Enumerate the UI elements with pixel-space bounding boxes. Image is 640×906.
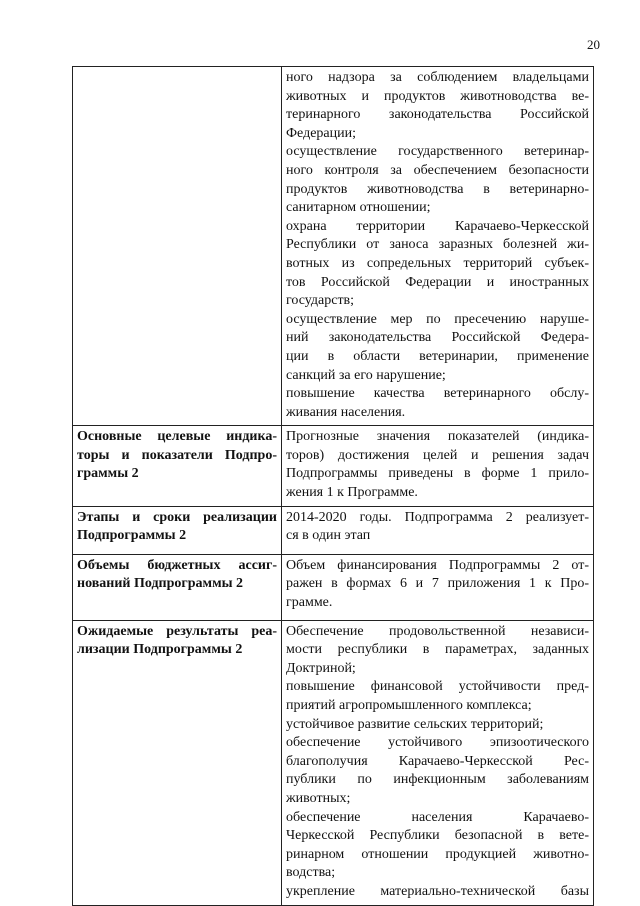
table-row <box>73 506 594 554</box>
text-line: ринарном отношении продукцией животно- <box>286 846 589 862</box>
text-line: санкций за его нарушение; <box>286 367 446 383</box>
table-row <box>73 67 594 426</box>
text-line: Республики от заноса заразных болезней жи- <box>286 237 589 253</box>
text-line: публики по инфекционным заболеваниям <box>286 772 589 788</box>
text-line: приятий агропромышленного комплекса; <box>286 698 532 714</box>
text-line: животных и продуктов животноводства ве- <box>286 88 589 104</box>
table-row <box>73 426 594 506</box>
table-row <box>73 620 594 905</box>
text-line: обеспечение устойчивого эпизоотического <box>286 735 589 751</box>
text-line: Черкесской Республики безопасной в вете- <box>286 828 589 844</box>
text-line: вотных из сопредельных территорий субъек- <box>286 255 589 271</box>
row-value <box>282 620 594 905</box>
text-line: Подпрограммы приведены в форме 1 прило- <box>286 466 589 482</box>
text-line: торов) достижения целей и решения задач <box>286 447 589 463</box>
text-line: Федерации; <box>286 125 357 141</box>
text-line: Обеспечение продовольственной независи- <box>286 623 589 639</box>
text-line: устойчивое развитие сельских территорий; <box>286 716 544 732</box>
text-line: Прогнозные значения показателей (индика- <box>286 429 589 445</box>
row-value <box>282 426 594 506</box>
row-value <box>282 67 594 426</box>
text-line: ражен в формах 6 и 7 приложения 1 к Про- <box>286 576 589 592</box>
text-line: благополучия Карачаево-Черкесской Рес- <box>286 753 589 769</box>
text-line: охрана территории Карачаево-Черкесской <box>286 218 589 234</box>
row-label: Объемы бюджетных ассиг- нований Подпрограммы 2 <box>73 554 282 620</box>
row-value <box>282 506 594 554</box>
row-value <box>282 554 594 620</box>
text-line: теринарного законодательства Российской <box>286 107 589 123</box>
table-row <box>73 554 594 620</box>
text-line: тов Российской Федерации и иностранных <box>286 274 589 290</box>
text-line: 2014-2020 годы. Подпрограмма 2 реализует- <box>286 509 589 525</box>
text-line: осуществление государственного ветеринар- <box>286 144 589 160</box>
text-line: водства; <box>286 865 336 881</box>
text-line: животных; <box>286 791 351 806</box>
text-line: Объем финансирования Подпрограммы 2 от- <box>286 557 589 573</box>
text-line: повышение качества ветеринарного обслу- <box>286 386 589 402</box>
text-line: живания населения. <box>286 404 406 420</box>
text-line: продуктов животноводства в ветеринарно- <box>286 181 589 197</box>
page-number: 20 <box>587 37 600 52</box>
text-line: ного контроля за обеспечением безопасности <box>286 162 589 178</box>
row-label: Основные целевые индика- торы и показатели Подпро- граммы 2 <box>73 426 282 506</box>
text-line: грамме. <box>286 594 333 610</box>
text-line: ся в один этап <box>286 528 371 544</box>
row-label <box>73 67 282 426</box>
text-line: жения 1 к Программе. <box>286 485 418 501</box>
row-label: Этапы и сроки реализации Подпрограммы 2 <box>73 506 282 554</box>
text-line: обеспечение населения Карачаево- <box>286 809 589 825</box>
text-line: мости республики в параметрах, заданных <box>286 642 589 658</box>
text-line: санитарном отношении; <box>286 200 431 216</box>
text-line: повышение финансовой устойчивости пред- <box>286 679 589 695</box>
text-line: ний законодательства Российской Федера- <box>286 330 589 346</box>
text-line: ного надзора за соблюдением владельцами <box>286 70 589 85</box>
text-line: Доктриной; <box>286 660 356 676</box>
text-line: ции в области ветеринарии, применение <box>286 348 589 364</box>
text-line: государств; <box>286 293 355 309</box>
row-label: Ожидаемые результаты реа- лизации Подпрограммы 2 <box>73 620 282 905</box>
text-line: осуществление мер по пресечению наруше- <box>286 311 589 327</box>
text-line: укрепление материально-технической базы <box>286 883 589 899</box>
subprogram-passport-table <box>72 66 594 906</box>
